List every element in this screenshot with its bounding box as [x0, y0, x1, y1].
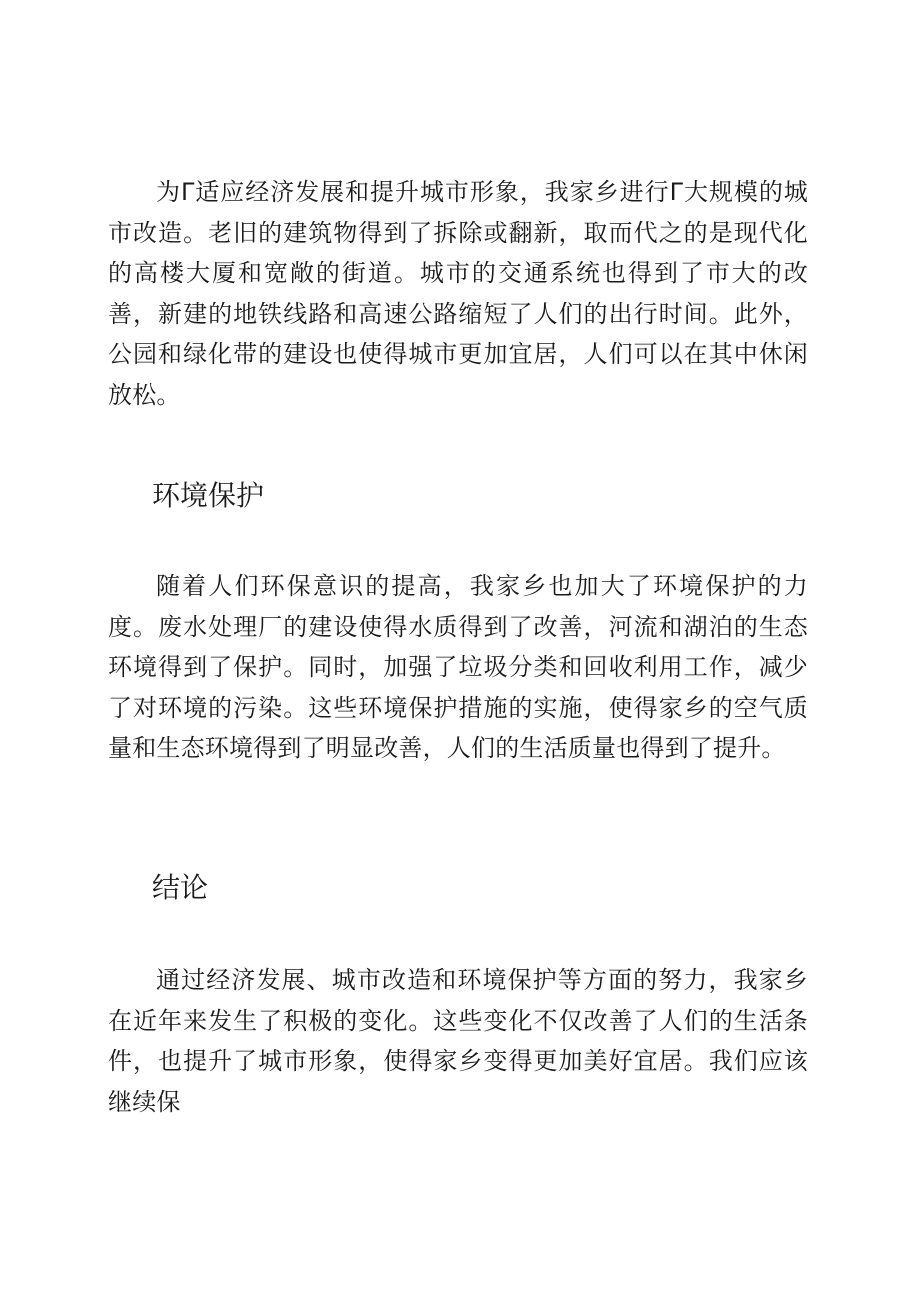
paragraph-conclusion: 通过经济发展、城市改造和环境保护等方面的努力，我家乡在近年来发生了积极的变化。这些变化不仅改善了人们的生活条件，也提升了城市形象，使得家乡变得更加美好宜居。我们应该继续保	[108, 966, 808, 1116]
heading-conclusion: 结论	[152, 871, 209, 904]
heading-environmental-protection: 环境保护	[152, 479, 265, 512]
paragraph-urban-renewal: 为Γ适应经济发展和提升城市形象，我家乡进行Γ大规模的城市改造。老旧的建筑物得到了拆除或翻新，取而代之的是现代化的高楼大厦和宽敞的街道。城市的交通系统也得到了市大的改善，新建的地铁线路和高速公路缩短了人们的出行时间。此外，公园和绿化带的建设也使得城市更加宜居，人们可以在其中休闲放松。	[108, 178, 808, 409]
paragraph-environmental-protection: 随着人们环保意识的提高，我家乡也加大了环境保护的力度。废水处理厂的建设使得水质得到了改善，河流和湖泊的生态环境得到了保护。同时，加强了垃圾分类和回收利用工作，减少了对环境的污染。这些环境保护措施的实施，使得家乡的空气质量和生态环境得到了明显改善，人们的生活质量也得到了提升。	[108, 572, 808, 763]
